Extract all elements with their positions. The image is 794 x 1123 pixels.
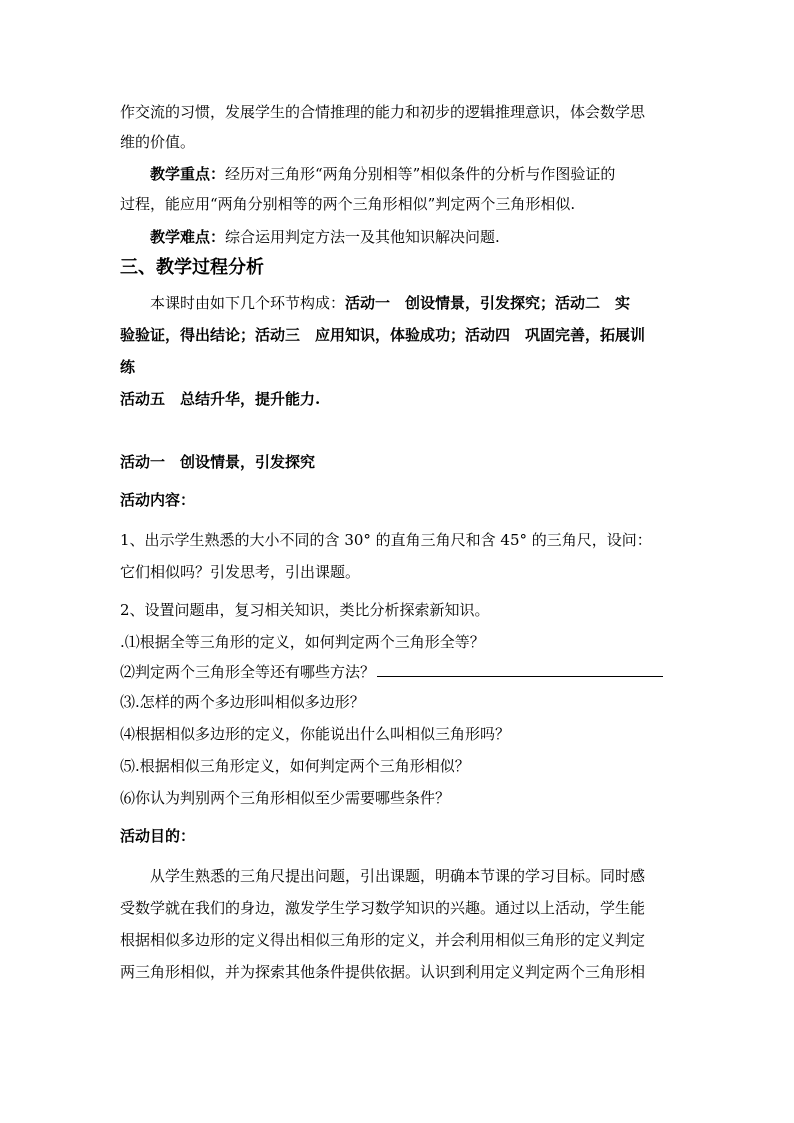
structure-line: 验验证，得出结论；活动三 应用知识，体验成功；活动四 巩固完善，拓展训: [120, 326, 646, 344]
activity-title: 活动一 创设情景，引发探究: [120, 453, 316, 471]
purpose-line: 受数学就在我们的身边，激发学生学习数学知识的兴趣。通过以上活动，学生能: [120, 899, 646, 917]
structure-intro: 本课时由如下几个环节构成：: [150, 294, 346, 312]
content-item: 2、设置问题串，复习相关知识，类比分析探索新知识。: [120, 601, 490, 619]
difficult-point-line: [150, 227, 500, 247]
question-item: ⑹你认为判别两个三角形相似至少需要哪些条件？: [120, 789, 451, 807]
purpose-line: 两三角形相似，并为探索其他条件提供依据。认识到利用定义判定两个三角形相: [120, 963, 646, 981]
structure-line: 练: [120, 358, 136, 376]
question-item: ⑶.怎样的两个多边形叫相似多边形？: [120, 693, 365, 711]
content-item: 1、出示学生熟悉的大小不同的含 30° 的直角三角尺和含 45° 的三角尺，设问：: [120, 531, 652, 549]
structure-bold: 活动一 创设情景，引发探究；活动二 实: [345, 294, 631, 312]
paragraph-line: 维的价值。: [120, 133, 196, 151]
activity-purpose-label: 活动目的：: [120, 827, 196, 845]
content-item: 它们相似吗？引发思考，引出课题。: [120, 563, 361, 581]
question-item: .⑴根据全等三角形的定义，如何判定两个三角形全等？: [120, 633, 485, 651]
section-heading: 三、教学过程分析: [120, 257, 264, 278]
difficult-point-label: 教学难点：: [150, 228, 226, 246]
purpose-line: 从学生熟悉的三角尺提出问题，引出课题，明确本节课的学习目标。同时感: [150, 867, 646, 885]
structure-line: 活动五 总结升华，提升能力.: [120, 390, 321, 408]
key-point-label: 教学重点：: [150, 165, 226, 183]
paragraph-line: 作交流的习惯，发展学生的合情推理的能力和初步的逻辑推理意识，体会数学思: [120, 103, 646, 121]
question-text: ⑵判定两个三角形全等还有哪些方法？: [120, 663, 376, 681]
purpose-line: 根据相似多边形的定义得出相似三角形的定义，并会利用相似三角形的定义判定: [120, 931, 646, 949]
key-point-text: 经历对三角形“两角分别相等”相似条件的分析与作图验证的: [225, 165, 616, 183]
question-item: ⑷根据相似多边形的定义，你能说出什么叫相似三角形吗？: [120, 725, 511, 743]
difficult-point-text: 综合运用判定方法一及其他知识解决问题.: [225, 228, 500, 246]
question-item: ⑸.根据相似三角形定义，如何判定两个三角形相似？: [120, 757, 470, 775]
activity-content-label: 活动内容：: [120, 491, 196, 509]
structure-line: [150, 293, 630, 313]
question-item: [120, 662, 663, 682]
paragraph-line: 过程，能应用“两角分别相等的两个三角形相似”判定两个三角形相似.: [120, 195, 576, 213]
key-point-line: [150, 164, 615, 184]
answer-blank-line[interactable]: [377, 662, 663, 677]
